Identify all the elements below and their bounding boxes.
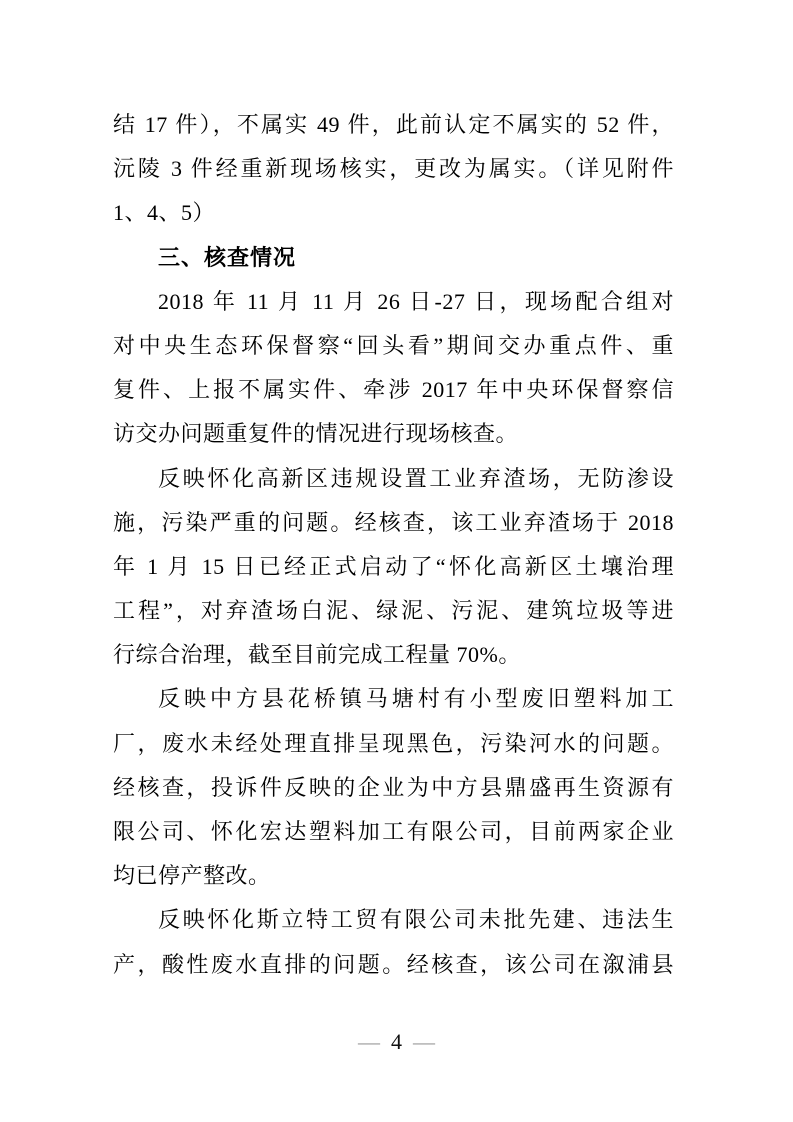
- body-line: 对中央生态环保督察“回头看”期间交办重点件、重: [113, 332, 674, 358]
- body-line: 结 17 件），不属实 49 件，此前认定不属实的 52 件，: [113, 112, 674, 137]
- footer-dash-right: —: [413, 1029, 435, 1054]
- body-line: 产，酸性废水直排的问题。经核查，该公司在溆浦县: [113, 951, 674, 977]
- page-number: 4: [391, 1029, 402, 1054]
- document-body: [113, 103, 674, 987]
- body-line: 反映怀化斯立特工贸有限公司未批先建、违法生: [158, 907, 674, 933]
- body-line: 年 1 月 15 日已经正式启动了“怀化高新区土壤治理: [113, 553, 674, 579]
- body-line: 访交办问题重复件的情况进行现场核查。: [113, 421, 519, 447]
- body-line: 反映中方县花桥镇马塘村有小型废旧塑料加工: [158, 686, 674, 712]
- body-line: 复件、上报不属实件、牵涉 2017 年中央环保督察信: [113, 377, 674, 403]
- body-line: 均已停产整改。: [113, 863, 271, 889]
- footer-dash-left: —: [358, 1029, 380, 1054]
- body-line: 工程”，对弃渣场白泥、绿泥、污泥、建筑垃圾等进: [113, 598, 674, 624]
- body-line: 2018 年 11 月 11 月 26 日-27 日，现场配合组对: [158, 288, 674, 314]
- body-line: 厂，废水未经处理直排呈现黑色，污染河水的问题。: [113, 730, 674, 756]
- body-line: 行综合治理，截至目前完成工程量 70%。: [113, 642, 521, 668]
- body-line: 限公司、怀化宏达塑料加工有限公司，目前两家企业: [113, 819, 674, 844]
- section-heading: 三、核查情况: [158, 244, 297, 270]
- body-line: 1、4、5）: [113, 200, 216, 226]
- body-line: 施，污染严重的问题。经核查，该工业弃渣场于 2018: [113, 509, 674, 535]
- body-line: 反映怀化高新区违规设置工业弃渣场，无防渗设: [158, 465, 674, 491]
- page-footer: [0, 1029, 793, 1055]
- body-line: 沅陵 3 件经重新现场核实，更改为属实。（详见附件: [113, 156, 674, 182]
- body-line: 经核查，投诉件反映的企业为中方县鼎盛再生资源有: [113, 774, 674, 800]
